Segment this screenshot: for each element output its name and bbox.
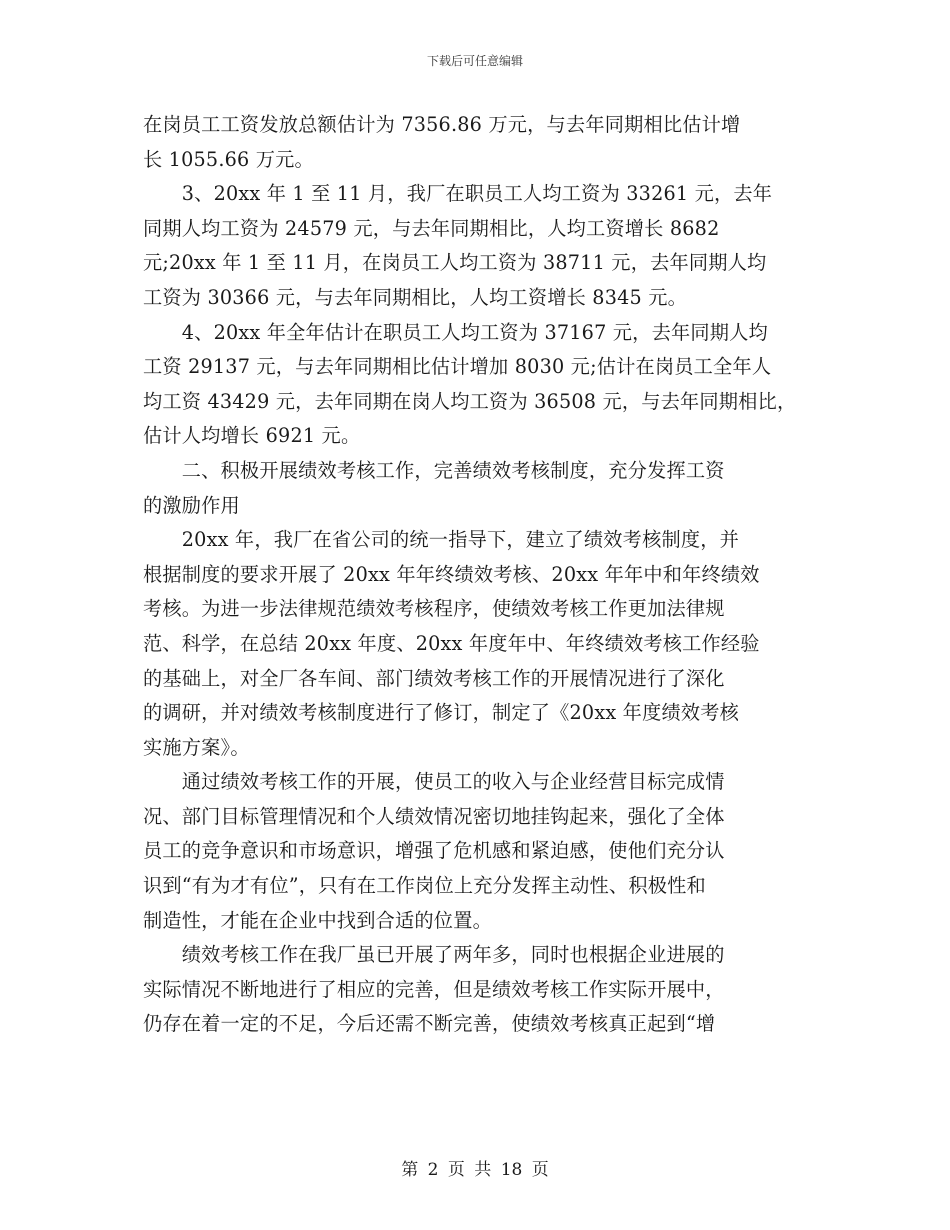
- text-line: 员工的竞争意识和市场意识，增强了危机感和紧迫感，使他们充分认: [143, 839, 725, 863]
- text-line: 制造性，才能在企业中找到合适的位置。: [143, 908, 492, 932]
- text-line: 元;20xx 年 1 至 11 月，在岗员工人均工资为 38711 元，去年同期人均: [143, 251, 767, 275]
- text-line: 20xx 年，我厂在省公司的统一指导下，建立了绩效考核制度，并: [143, 528, 740, 552]
- page-number-footer: 第 2 页 共 18 页: [401, 1160, 549, 1180]
- text-line: 通过绩效考核工作的开展，使员工的收入与企业经营目标完成情: [143, 770, 725, 794]
- text-line: 考核。为进一步法律规范绩效考核程序，使绩效考核工作更加法律规: [143, 597, 725, 621]
- text-line: 实际情况不断地进行了相应的完善，但是绩效考核工作实际开展中，: [143, 977, 725, 1001]
- text-line: 工资为 30366 元，与去年同期相比，人均工资增长 8345 元。: [143, 285, 688, 309]
- section-heading-line: 二、积极开展绩效考核工作，完善绩效考核制度，充分发挥工资: [143, 458, 725, 482]
- page-header: 下载后可任意编辑: [426, 54, 523, 68]
- text-line: 估计人均增长 6921 元。: [143, 424, 361, 448]
- text-line: 工资 29137 元，与去年同期相比估计增加 8030 元;估计在岗员工全年人: [143, 355, 772, 379]
- text-line: 3、20xx 年 1 至 11 月，我厂在职员工人均工资为 33261 元，去年: [143, 182, 773, 206]
- text-line: 范、科学，在总结 20xx 年度、20xx 年度年中、年终绩效考核工作经验: [143, 631, 760, 655]
- section-heading-line: 的激励作用: [143, 493, 240, 517]
- text-line: 识到“有为才有位”，只有在工作岗位上充分发挥主动性、积极性和: [143, 874, 706, 898]
- text-line: 4、20xx 年全年估计在职员工人均工资为 37167 元，去年同期人均: [143, 320, 768, 344]
- text-line: 况、部门目标管理情况和个人绩效情况密切地挂钩起来，强化了全体: [143, 804, 725, 828]
- text-line: 长 1055.66 万元。: [143, 147, 314, 171]
- text-line: 绩效考核工作在我厂虽已开展了两年多，同时也根据企业进展的: [143, 943, 725, 967]
- text-line: 仍存在着一定的不足，今后还需不断完善，使绩效考核真正起到“增: [143, 1012, 716, 1036]
- text-line: 同期人均工资为 24579 元，与去年同期相比，人均工资增长 8682: [143, 216, 720, 240]
- text-line: 根据制度的要求开展了 20xx 年年终绩效考核、20xx 年年中和年终绩效: [143, 562, 760, 586]
- document-body: [143, 108, 825, 1042]
- text-line: 的基础上，对全厂各车间、部门绩效考核工作的开展情况进行了深化: [143, 666, 725, 690]
- text-line: 的调研，并对绩效考核制度进行了修订，制定了《20xx 年度绩效考核: [143, 701, 740, 725]
- text-line: 在岗员工工资发放总额估计为 7356.86 万元，与去年同期相比估计增: [143, 113, 741, 136]
- text-line: 均工资 43429 元，去年同期在岗人均工资为 36508 元，与去年同期相比，: [143, 389, 797, 413]
- text-line: 实施方案》。: [143, 735, 250, 759]
